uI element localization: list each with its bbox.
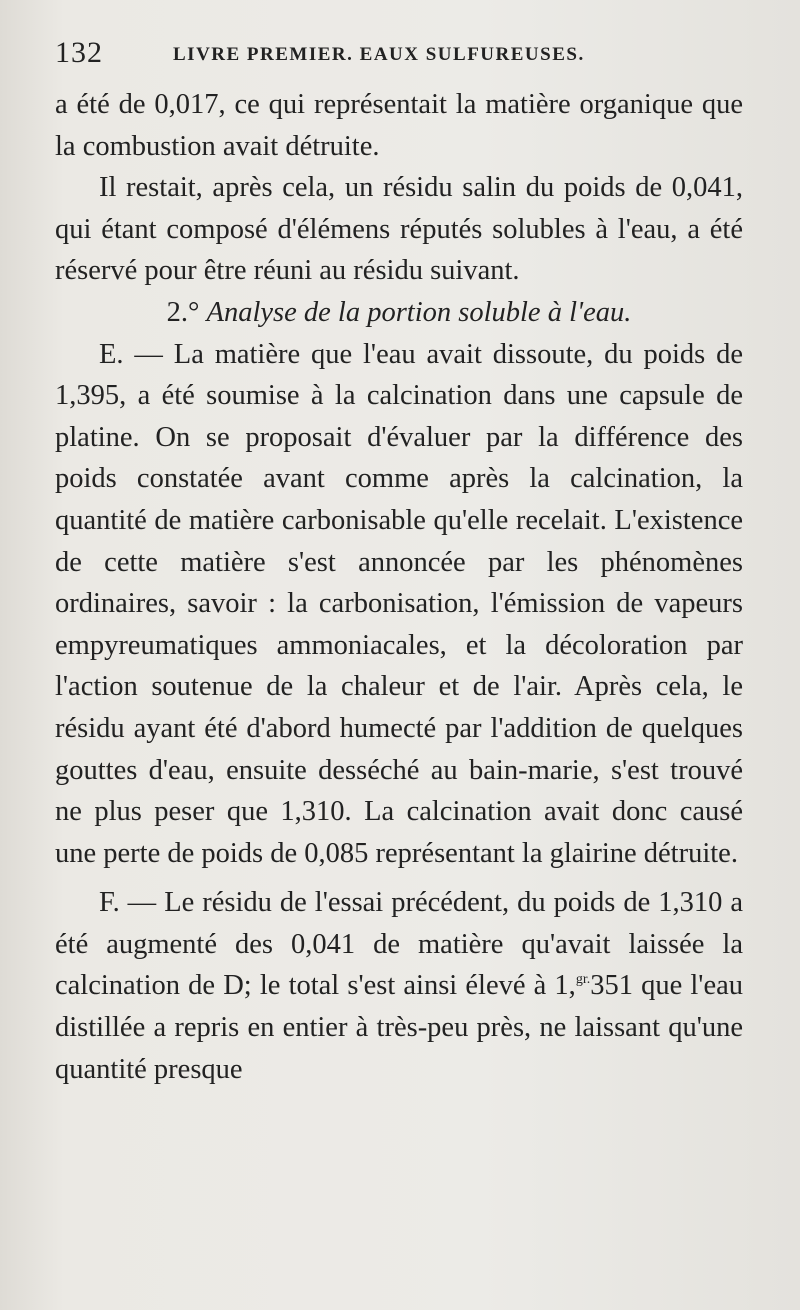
section-heading (55, 292, 743, 334)
paragraph-residu: Il restait, après cela, un résidu salin du poids de 0,041, qui étant composé d'élémens réputés solubles à l'eau, a été réservé pour être réuni au résidu suivant. (55, 172, 743, 287)
section-title: Analyse de la portion soluble à l'eau. (206, 296, 632, 328)
paragraph-f (55, 882, 743, 1090)
paragraph-f-unit: gr. (575, 972, 591, 988)
page-header (55, 36, 745, 76)
paragraph-f-label: F. — (99, 887, 157, 919)
paragraph-e (55, 334, 743, 875)
running-head: LIVRE PREMIER. EAUX SULFUREUSES. (173, 44, 585, 65)
paragraph-e-label: E. — (99, 338, 163, 370)
paragraph-e-text: La matière que l'eau avait dissoute, du poids de 1,395, a été soumise à la calcination dans une capsule de platine. On se proposait d'évaluer par la différence des poids constatée avant comme après la calcination, la quantité de matière carbonisable qu'elle recelait. L'existence de cette matière s'est annoncée par les phénomènes ordinaires, savoir : la carbonisation, l'émission de vapeurs empyreumatiques ammoniacales, et la décoloration par l'action soutenue de la chaleur et de l'air. Après cela, le résidu ayant été d'abord humecté par l'addition de quelques gouttes d'eau, ensuite desséché au bain-marie, s'est trouvé ne plus peser que 1,310. La calcination avait donc causé une perte de poids de 0,085 représentant la glairine détruite. (55, 338, 744, 869)
section-number: 2.° (166, 296, 200, 328)
paragraph-continued: a été de 0,017, ce qui représentait la matière organique que la combustion avait détruite. (55, 89, 743, 162)
paragraph-f-text-a: Le résidu de l'essai précédent, du poids de 1,310 a été augmenté des 0,041 de matière qu'avait laissée la calcination de D; le total s'est ainsi élevé à 1, (55, 887, 743, 1002)
paragraph-f-text-b: 351 que l'eau distillée a repris en entier à très-peu près, ne laissant qu'une quantité presque (55, 970, 743, 1085)
body-text (55, 84, 743, 1090)
page-number: 132 (55, 36, 103, 69)
